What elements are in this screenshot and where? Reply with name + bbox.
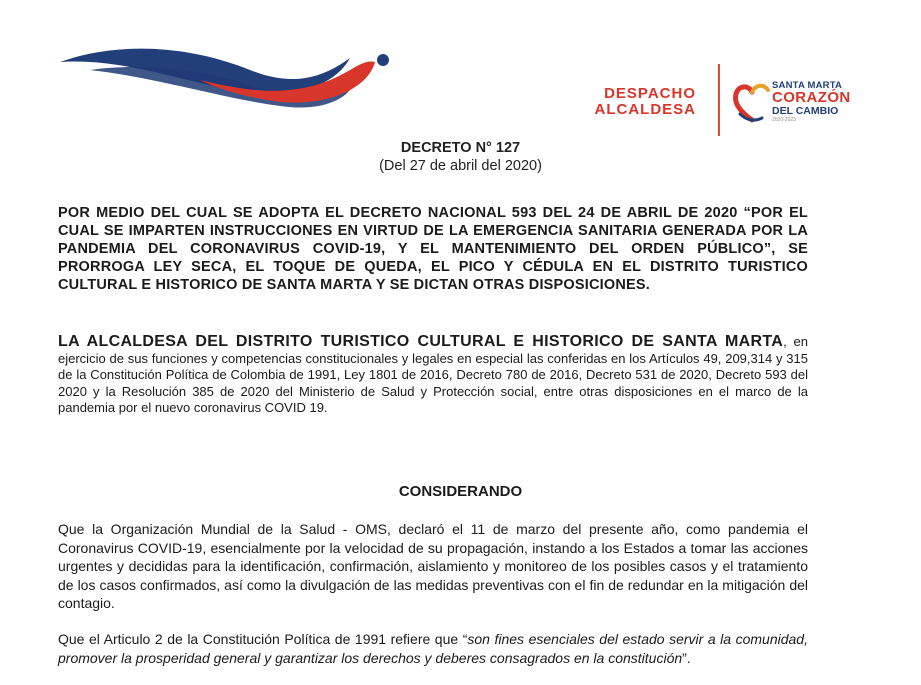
seal-slogan-main: CORAZÓN bbox=[772, 89, 851, 106]
heart-logo-icon bbox=[732, 80, 772, 124]
preamble-lead: LA ALCALDESA DEL DISTRITO TURISTICO CULTURAL E HISTORICO DE SANTA MARTA bbox=[58, 333, 784, 350]
considerando-paragraph-1: Que la Organización Mundial de la Salud - OMS, declaró el 11 de marzo del presente año, como pandemia el Coronavirus COVID-19, esencialmente por la velocidad de su propagación, instando a los Estados a tomar las acciones urgentes y decididas para la identificación, confirmación, aislamiento y monitoreo de los posibles casos y el tratamiento de los casos confirmados, así como la divulgación de las medidas preventivas con el fin de redundar en la mitigación del contagio. bbox=[58, 521, 808, 611]
preamble-body: , en ejercicio de sus funciones y competencias constitucionales y legales en especial las conferidas en los Artículos 49, 209,314 y 315 de la Constitución Política de Colombia de 1991, Ley 1801 de 2016, Decreto 780 de 2016, Decreto 531 de 2020, Decreto 593 del 2020 y la Resolución 385 de 2020 del Ministerio de Salud y Protección social, entre otras disposiciones en el marco de la pandemia por el nuevo coronavirus COVID 19. bbox=[58, 334, 808, 415]
seal-tagline: 2020-2023 bbox=[772, 117, 796, 123]
seal-slogan-sub: DEL CAMBIO bbox=[772, 105, 839, 117]
corazon-del-cambio-logo bbox=[732, 78, 862, 128]
decree-summary: POR MEDIO DEL CUAL SE ADOPTA EL DECRETO NACIONAL 593 DEL 24 DE ABRIL DE 2020 “POR EL CUAL SE IMPARTEN INSTRUCCIONES EN VIRTUD DE LA EMERGENCIA SANITARIA GENERADA POR LA PANDEMIA DEL CORONAVIRUS COVID-19, Y EL MANTENIMIENTO DEL ORDEN PÚBLICO”, SE PRORROGA LEY SECA, EL TOQUE DE QUEDA, EL PICO Y CÉDULA EN EL DISTRITO TURISTICO CULTURAL E HISTORICO DE SANTA MARTA Y SE DICTAN OTRAS DISPOSICIONES. bbox=[58, 205, 808, 293]
decree-date: (Del 27 de abril del 2020) bbox=[379, 158, 542, 174]
office-line2: ALCALDESA bbox=[594, 101, 696, 118]
paragraph-2-quote: son fines esenciales del estado servir a la comunidad, promover la prosperidad general y garantizar los derechos y deberes consagrados en la constitución bbox=[58, 631, 808, 666]
alcaldia-logo-swoosh bbox=[50, 40, 400, 110]
header-divider bbox=[718, 64, 720, 136]
office-line1: DESPACHO bbox=[604, 85, 696, 102]
office-name bbox=[560, 86, 696, 118]
decree-title: DECRETO N° 127 bbox=[400, 140, 521, 156]
considerando-paragraph-2 bbox=[58, 630, 808, 667]
preamble bbox=[58, 334, 808, 417]
paragraph-2-intro: Que el Articulo 2 de la Constitución Política de 1991 refiere que “ bbox=[58, 631, 468, 647]
considerando-heading: CONSIDERANDO bbox=[398, 483, 523, 500]
seal-city-name: SANTA MARTA bbox=[772, 80, 843, 91]
paragraph-2-end: ”. bbox=[682, 649, 691, 666]
